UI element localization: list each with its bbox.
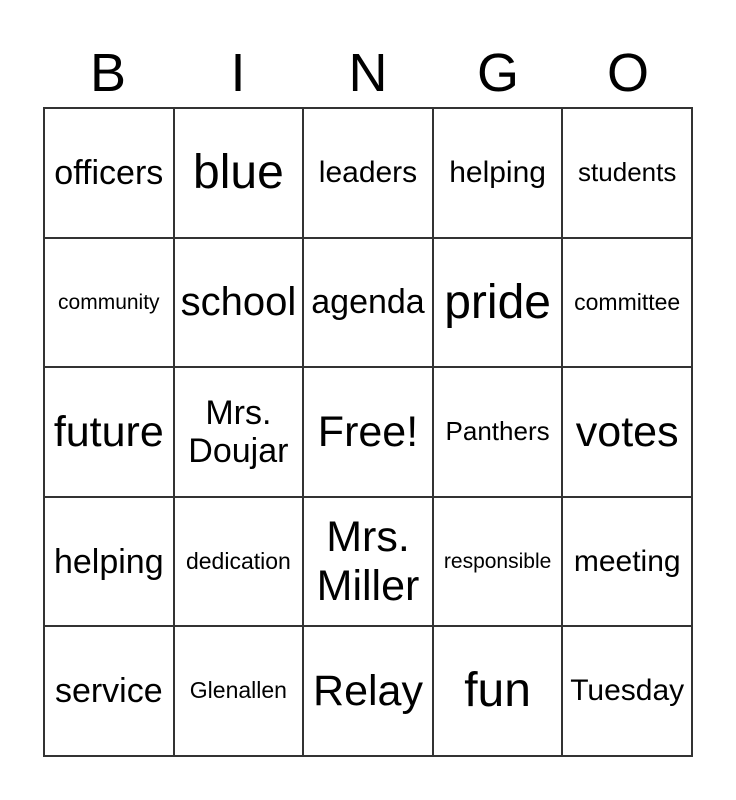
bingo-cell[interactable] [44,367,174,497]
header-letter-g: G [476,43,519,103]
cell-text: community [58,290,160,314]
bingo-header [43,40,693,106]
cell-text: pride [444,275,551,329]
bingo-cell[interactable] [174,238,304,368]
cell-text: committee [574,288,681,315]
header-letter-o: O [606,43,649,103]
bingo-cell[interactable] [562,497,692,627]
cell-text: Mrs. Miller [316,513,420,610]
cell-text: Free! [317,407,419,456]
cell-text: officers [54,153,164,192]
bingo-cell[interactable] [562,626,692,756]
cell-text: students [578,157,677,188]
bingo-cell[interactable] [433,367,563,497]
cell-text: school [180,279,297,324]
bingo-cell[interactable] [433,497,563,627]
bingo-cell[interactable] [303,626,433,756]
cell-text: future [53,407,164,456]
bingo-cell[interactable] [562,367,692,497]
bingo-cell[interactable] [174,626,304,756]
header-letter-i: I [230,43,246,103]
cell-text: fun [464,664,531,718]
cell-text: Mrs. Doujar [188,393,289,470]
header-letter-b: B [89,43,127,103]
bingo-cell[interactable] [303,497,433,627]
cell-text: service [54,672,163,711]
cell-text: dedication [185,547,291,574]
bingo-cell[interactable] [174,497,304,627]
bingo-cell[interactable] [562,108,692,238]
bingo-cell[interactable] [174,367,304,497]
bingo-cell[interactable] [44,108,174,238]
cell-text: meeting [573,544,681,578]
bingo-cell[interactable] [433,238,563,368]
header-letter-n: N [348,43,388,103]
bingo-cell[interactable] [303,108,433,238]
cell-text: helping [53,542,164,581]
cell-text: leaders [318,156,418,189]
bingo-cell[interactable] [562,238,692,368]
cell-text: responsible [443,549,552,573]
bingo-cell[interactable] [303,238,433,368]
cell-text: helping [449,156,546,189]
bingo-cell[interactable] [433,626,563,756]
cell-text: votes [575,407,679,456]
bingo-cell[interactable] [44,626,174,756]
cell-text: blue [193,145,284,199]
bingo-board [43,107,693,757]
cell-text: agenda [311,283,425,322]
cell-text: Glenallen [189,677,287,704]
bingo-cell[interactable] [44,238,174,368]
bingo-cell[interactable] [303,367,433,497]
bingo-cell[interactable] [174,108,304,238]
bingo-cell[interactable] [433,108,563,238]
cell-text: Panthers [445,416,550,447]
cell-text: Relay [313,667,423,716]
cell-text: Tuesday [570,674,685,708]
bingo-cell[interactable] [44,497,174,627]
